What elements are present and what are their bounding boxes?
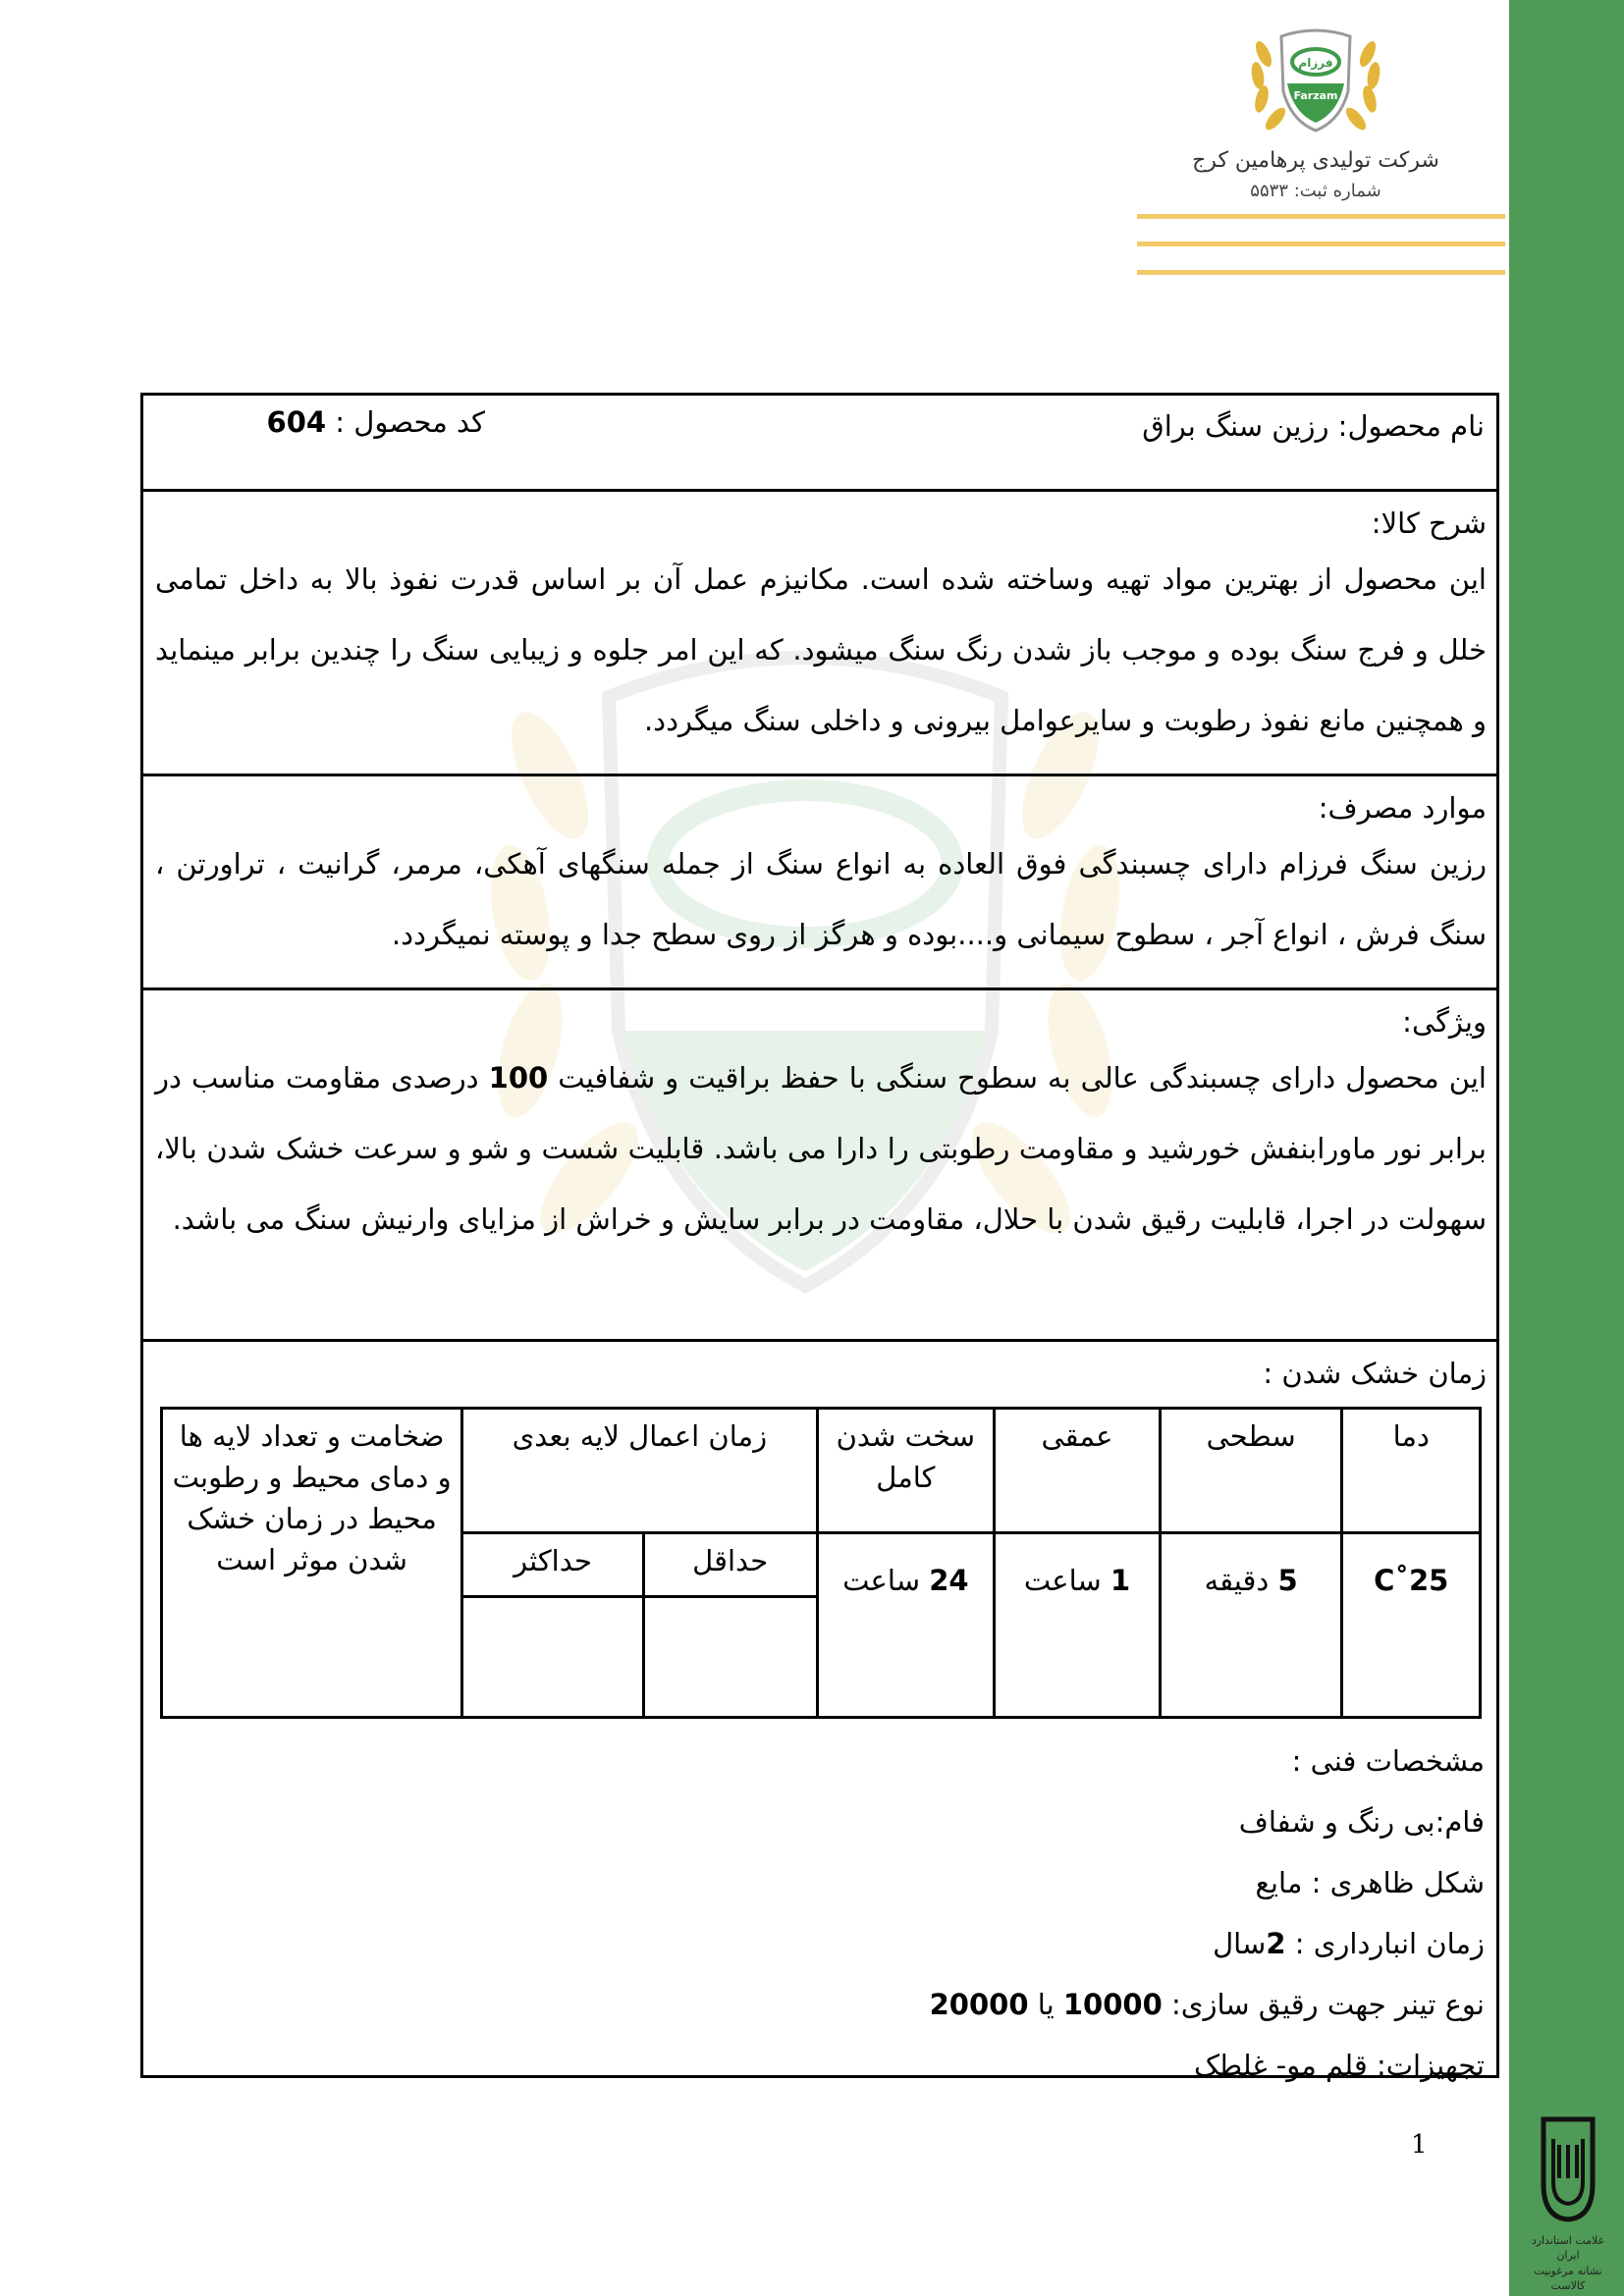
drying-note: ضخامت و تعداد لایه ها و دمای محیط و رطوبت محیط در زمان خشک شدن موثر است <box>162 1409 462 1718</box>
product-code-label: کد محصول : <box>326 405 485 439</box>
technical-specs <box>930 1731 1485 2096</box>
description-text: این محصول از بهترین مواد تهیه وساخته شده است. مکانیزم عمل آن بر اساس قدرت نفوذ بالا به داخل تمامی خلل و فرج سنگ بوده و موجب باز شدن رنگ سنگ میشود. که این امر جلوه و زیبایی سنگ را چندین برابر مینماید و همچنین مانع نفوذ رطوبت و سایرعوامل بیرونی و داخلی سنگ میگردد. <box>155 561 1487 737</box>
product-datasheet <box>140 393 1499 2082</box>
description-section <box>143 492 1496 776</box>
spec-appearance: شکل ظاهری : مایع <box>1255 1866 1485 1899</box>
page-number: 1 <box>1411 2130 1428 2160</box>
spec-color: فام:بی رنگ و شفاف <box>1238 1805 1485 1839</box>
cell-full-cure: 24 ساعت <box>817 1533 995 1718</box>
cell-temperature: 25˚C <box>1342 1533 1481 1718</box>
transparency-percent: 100 <box>488 1060 549 1095</box>
company-logo <box>1242 15 1389 142</box>
company-name: شرکت تولیدی پرهامین کرج <box>1192 148 1439 173</box>
usage-section <box>143 776 1496 990</box>
drying-section <box>143 1342 1496 1394</box>
features-title: ویژگی: <box>1402 1005 1487 1039</box>
header-temperature: دما <box>1342 1409 1481 1533</box>
features-section <box>143 990 1496 1342</box>
header-full-cure: سخت شدن کامل <box>817 1409 995 1533</box>
header-deep-dry: عمقی <box>995 1409 1161 1533</box>
header-rule-3 <box>1137 270 1505 275</box>
svg-text:فرزام: فرزام <box>1298 56 1333 70</box>
cell-min <box>643 1597 817 1718</box>
spec-equipment: تجهیزات: قلم مو- غلطک <box>1194 2049 1485 2082</box>
product-code-value: 604 <box>266 405 327 439</box>
drying-time-table <box>160 1407 1482 1719</box>
standard-icon <box>1538 2115 1598 2223</box>
drying-title: زمان خشک شدن : <box>1263 1357 1487 1390</box>
usage-text: رزین سنگ فرزام دارای چسبندگی فوق العاده به انواع سنگ از جمله سنگهای آهکی، مرمر، گرانیت ، تراورتن ، سنگ فرش ، انواع آجر ، سطوح سیمانی و....بوده و هرگز از روی سطح جدا و پوسته نمیگردد. <box>155 846 1487 951</box>
header-rule-2 <box>1137 241 1505 246</box>
cell-max <box>462 1597 644 1718</box>
header-max: حداکثر <box>462 1533 644 1597</box>
description-title: شرح کالا: <box>1371 507 1487 540</box>
standard-caption: علامت استاندارد ایران نشانه مرغوبیت کالاست <box>1531 2234 1605 2293</box>
cell-surface-dry: 5 دقیقه <box>1160 1533 1342 1718</box>
spec-storage: زمان انبارداری : 2سال <box>1213 1927 1485 1960</box>
product-code <box>267 405 485 439</box>
header-next-layer: زمان اعمال لایه بعدی <box>462 1409 817 1533</box>
spec-thinner: نوع تینر جهت رقیق سازی: 10000 یا 20000 <box>929 1988 1485 2021</box>
side-color-bar <box>1509 0 1624 2296</box>
iran-standard-mark <box>1529 2115 1607 2294</box>
letterhead <box>1178 15 1453 201</box>
cell-deep-dry: 1 ساعت <box>995 1533 1161 1718</box>
registration-number: شماره ثبت: ۵۵۳۳ <box>1250 181 1381 201</box>
product-name: نام محصول: رزین سنگ براق <box>1142 409 1485 443</box>
svg-text:Farzam: Farzam <box>1293 89 1338 102</box>
specs-title: مشخصات فنی : <box>1291 1744 1485 1778</box>
header-surface-dry: سطحی <box>1160 1409 1342 1533</box>
header-min: حداقل <box>643 1533 817 1597</box>
header-rule-1 <box>1137 214 1505 219</box>
features-text: این محصول دارای چسبندگی عالی به سطوح سنگی با حفظ براقیت و شفافیت 100 درصدی مقاومت مناسب در برابر نور ماورابنفش خورشید و مقاومت رطوبتی را دارا می باشد. قابلیت شست و شو و سرعت خشک شدن بالا، سهولت در اجرا، قابلیت رقیق شدن با حلال، مقاومت در برابر سایش و خراش از مزایای وارنیش سنگ می باشد. <box>155 1060 1487 1236</box>
product-header-row <box>143 396 1496 492</box>
usage-title: موارد مصرف: <box>1318 791 1487 825</box>
